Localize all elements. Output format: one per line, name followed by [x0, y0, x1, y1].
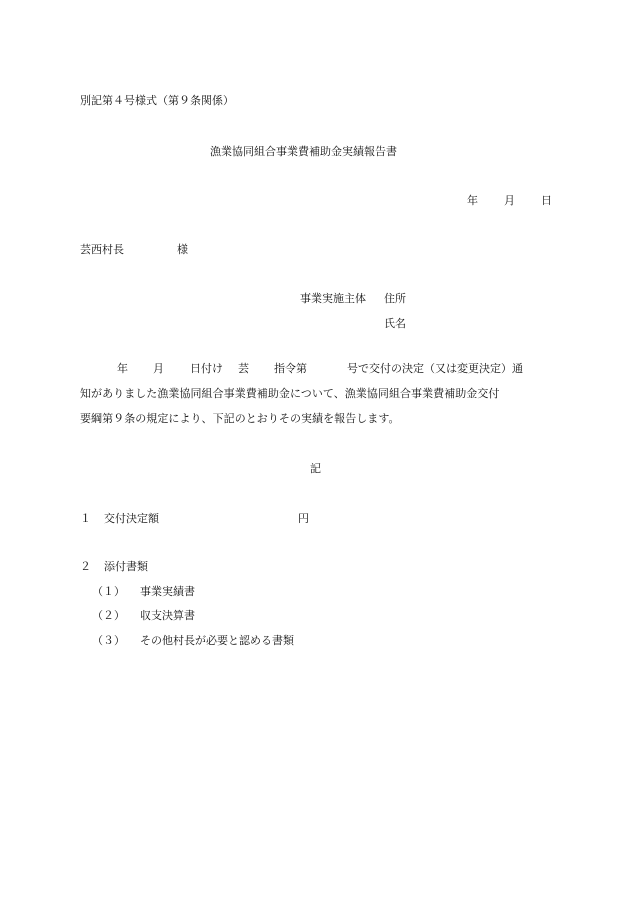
- form-label: 別記第４号様式（第９条関係）: [80, 94, 234, 107]
- subitem-number: （３）: [92, 634, 125, 647]
- applicant-address-label: 住所: [384, 292, 406, 305]
- body-line-2: 知がありました漁業協同組合事業費補助金について、漁業協同組合事業費補助金交付: [80, 387, 500, 400]
- body-month: 月: [153, 362, 164, 375]
- date-day-label: 日: [541, 194, 552, 207]
- ki-heading: 記: [310, 462, 321, 475]
- item-2-label: 添付書類: [104, 560, 148, 573]
- item-1-unit: 円: [298, 512, 309, 525]
- item-1-number: １: [80, 512, 91, 525]
- subitem-label: 収支決算書: [140, 609, 195, 622]
- body-continuation: 号で交付の決定（又は変更決定）通: [347, 362, 523, 375]
- body-order-no: 指令第: [274, 362, 307, 375]
- subitem-label: 事業実績書: [140, 585, 195, 598]
- item-2-number: ２: [80, 560, 91, 573]
- subitem-label: その他村長が必要と認める書類: [140, 634, 294, 647]
- item-1-label: 交付決定額: [104, 512, 159, 525]
- addressee-name: 芸西村長: [80, 243, 124, 256]
- document-title: 漁業協同組合事業費補助金実績報告書: [210, 145, 397, 158]
- body-year: 年: [117, 362, 128, 375]
- addressee-honorific: 様: [177, 243, 188, 256]
- subitem-number: （１）: [92, 585, 125, 598]
- subitem-number: （２）: [92, 609, 125, 622]
- date-year-label: 年: [467, 194, 478, 207]
- body-prefix: 芸: [238, 362, 249, 375]
- body-line-3: 要綱第９条の規定により、下記のとおりその実績を報告します。: [80, 412, 400, 425]
- body-day-dated: 日付け: [190, 362, 223, 375]
- applicant-role: 事業実施主体: [300, 292, 366, 305]
- date-month-label: 月: [504, 194, 515, 207]
- applicant-name-label: 氏名: [384, 317, 406, 330]
